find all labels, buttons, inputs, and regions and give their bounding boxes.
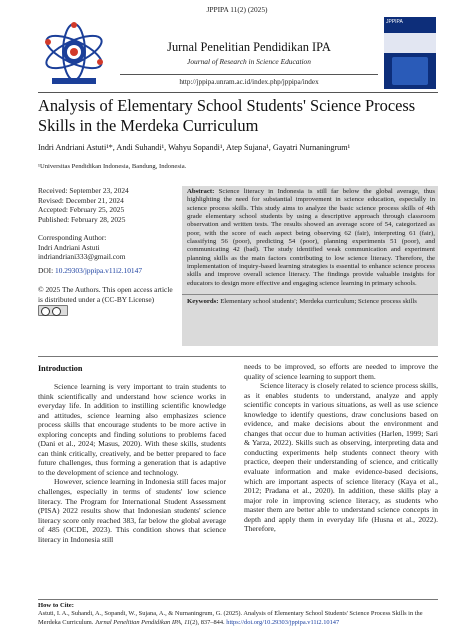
left-paragraph-1: Science learning is very important to train students to think scientifically and understand how science works in everyday life. In addition to instilling scientific knowledge and attitudes, science learning also emphasizes science process skills that encourage students to be more active in exploring concepts and finding solutions to problems faced (Dani et al., 2024; Masus, 2020). With these skills, students can think critically, creatively, and be better prepared to face future challenges, thus forming a generation that is adaptive to the development of science and technology.: [38, 382, 226, 477]
affiliation: ¹Universitas Pendidikan Indonesia, Bandung, Indonesia.: [38, 163, 187, 170]
journal-name: Jurnal Penelitian Pendidikan IPA: [167, 40, 331, 54]
jppipa-logo: [38, 20, 110, 88]
citation-journal: Jurnal Penelitian Pendidikan IPA, 11: [94, 618, 191, 626]
right-paragraph-2: Science literacy is closely related to science process skills, as it enables students to understand, analyze and apply scientific concepts in various situations, as well as use science knowledge to identify questions, draw conclusions based on evidence, and make decisions about the environment and changes that occur due to human activities (Harlen, 1999; Sari & Yarza, 2022). Skills such as observing, interpreting data and conducting experiments help students connect theory with practice, deepen their understanding of science, and critically evaluate information and make evidence-based decisions, which are important aspects of science literacy (Kaya et al., 2012; Pradana et al., 2020). In addition, these skills play a major role in improving science literacy, as students who master them are better able to understand science concepts in depth and apply them in everyday life (Husna et al., 2022). Therefore,: [244, 381, 438, 534]
corresponding-name: Indri Andriani Astuti: [38, 242, 100, 252]
cc-by-badge-icon[interactable]: [38, 305, 68, 316]
author-list: Indri Andriani Astuti¹*, Andi Suhandi¹, Wahyu Sopandi¹, Atep Sujana¹, Gayatri Nurnaningrum¹: [38, 143, 351, 152]
published-date: Published: February 28, 2025: [38, 215, 126, 225]
citation-doi-link[interactable]: https://doi.org/10.29303/jppipa.v11i2.10147: [226, 618, 340, 626]
accepted-date: Accepted: February 25, 2025: [38, 205, 125, 215]
introduction-heading: Introduction: [38, 364, 83, 373]
abstract-box: [182, 186, 438, 346]
corresponding-block: [38, 233, 178, 262]
corresponding-label: Corresponding Author:: [38, 233, 107, 242]
doi-label: DOI:: [38, 266, 56, 275]
body-divider: [38, 356, 438, 357]
corresponding-email[interactable]: indriandriani333@gmail.com: [38, 252, 126, 262]
how-to-cite-label: How to Cite:: [38, 602, 74, 609]
dates-block: [38, 186, 178, 225]
paper-title: Analysis of Elementary School Students' Science Process Skills in the Merdeka Curriculum: [38, 96, 416, 135]
citation-pages: (2), 837–844.: [190, 618, 227, 626]
header-bottom-rule: [38, 92, 438, 93]
keywords-text: Elementary school students'; Merdeka curriculum; Science process skills: [220, 298, 417, 305]
cover-band: [384, 33, 436, 53]
keywords-divider: [182, 294, 438, 295]
citation: [38, 610, 438, 627]
license-line-2: is distributed under a (CC-BY License): [38, 294, 155, 304]
volume-line: JPPIPA 11(2) (2025): [206, 5, 268, 14]
license-line-1: © 2025 The Authors. This open access article: [38, 285, 173, 294]
keywords: [187, 297, 435, 306]
header-divider: [120, 74, 378, 75]
journal-url-link[interactable]: http://jppipa.unram.ac.id/index.php/jppipa/index: [179, 78, 319, 86]
footer-divider: [38, 599, 438, 600]
doi-block: [38, 266, 178, 276]
received-date: Received: September 23, 2024: [38, 186, 129, 195]
abstract-text: Science literacy in Indonesia is still far below the global average, thus highlighting the need for substantial improvement in science education, especially in science process skills. This study aims to analyze the basic science process skills of 4th grade elementary school students by using a descriptive approach through classroom observation and written tests. The results showed an average score of 54, categorized as poor, with the score of each aspect being observing 62 (fair), interpreting 61 (fair), classifying 56 (poor), predicting 54 (poor), planning experiments 51 (poor), and communicating 42 (bad). The study identified weak communication and experiment planning skills as the main factors contributing to low science literacy. Therefore, the implementation of inquiry-based learning strategies is essential to enhance science process skills and improve overall science literacy. The findings provide valuable insights for educators to design more effective and engaging science learning in primary schools.: [187, 188, 435, 287]
license-block: [38, 285, 178, 304]
abstract-label: Abstract:: [187, 188, 215, 195]
keywords-label: Keywords:: [187, 298, 219, 305]
citation-main: Astuti, I. A., Suhandi, A., Sopandi, W., Sujana, A., & Nurnaningrum, G. (2025). Analysis of Elementary School Students' Science Process Skills in the Merdeka Curriculum.: [38, 610, 423, 626]
abstract: [187, 188, 435, 288]
journal-subtitle: Journal of Research in Science Education: [187, 57, 311, 66]
journal-cover-image: [384, 17, 436, 89]
right-paragraph-1: needs to be improved, so efforts are needed to improve the quality of science learning to support them.: [244, 362, 438, 381]
cover-title: JPPIPA: [386, 19, 403, 25]
left-column: [38, 382, 226, 544]
doi-link[interactable]: 10.29303/jppipa.v11i2.10147: [55, 266, 143, 275]
revised-date: Revised: December 21, 2024: [38, 195, 124, 205]
cover-picture: [392, 57, 428, 85]
left-paragraph-2: However, science learning in Indonesia still faces major challenges, especially in terms of students' low science literacy. The Program for International Student Assessment (PISA) 2022 results show that Indonesian students' science literacy score only reached 383, far below the global average of 485 (OCDE, 2023). This condition shows that science literacy in Indonesia still: [38, 477, 226, 544]
right-column: [244, 362, 438, 534]
